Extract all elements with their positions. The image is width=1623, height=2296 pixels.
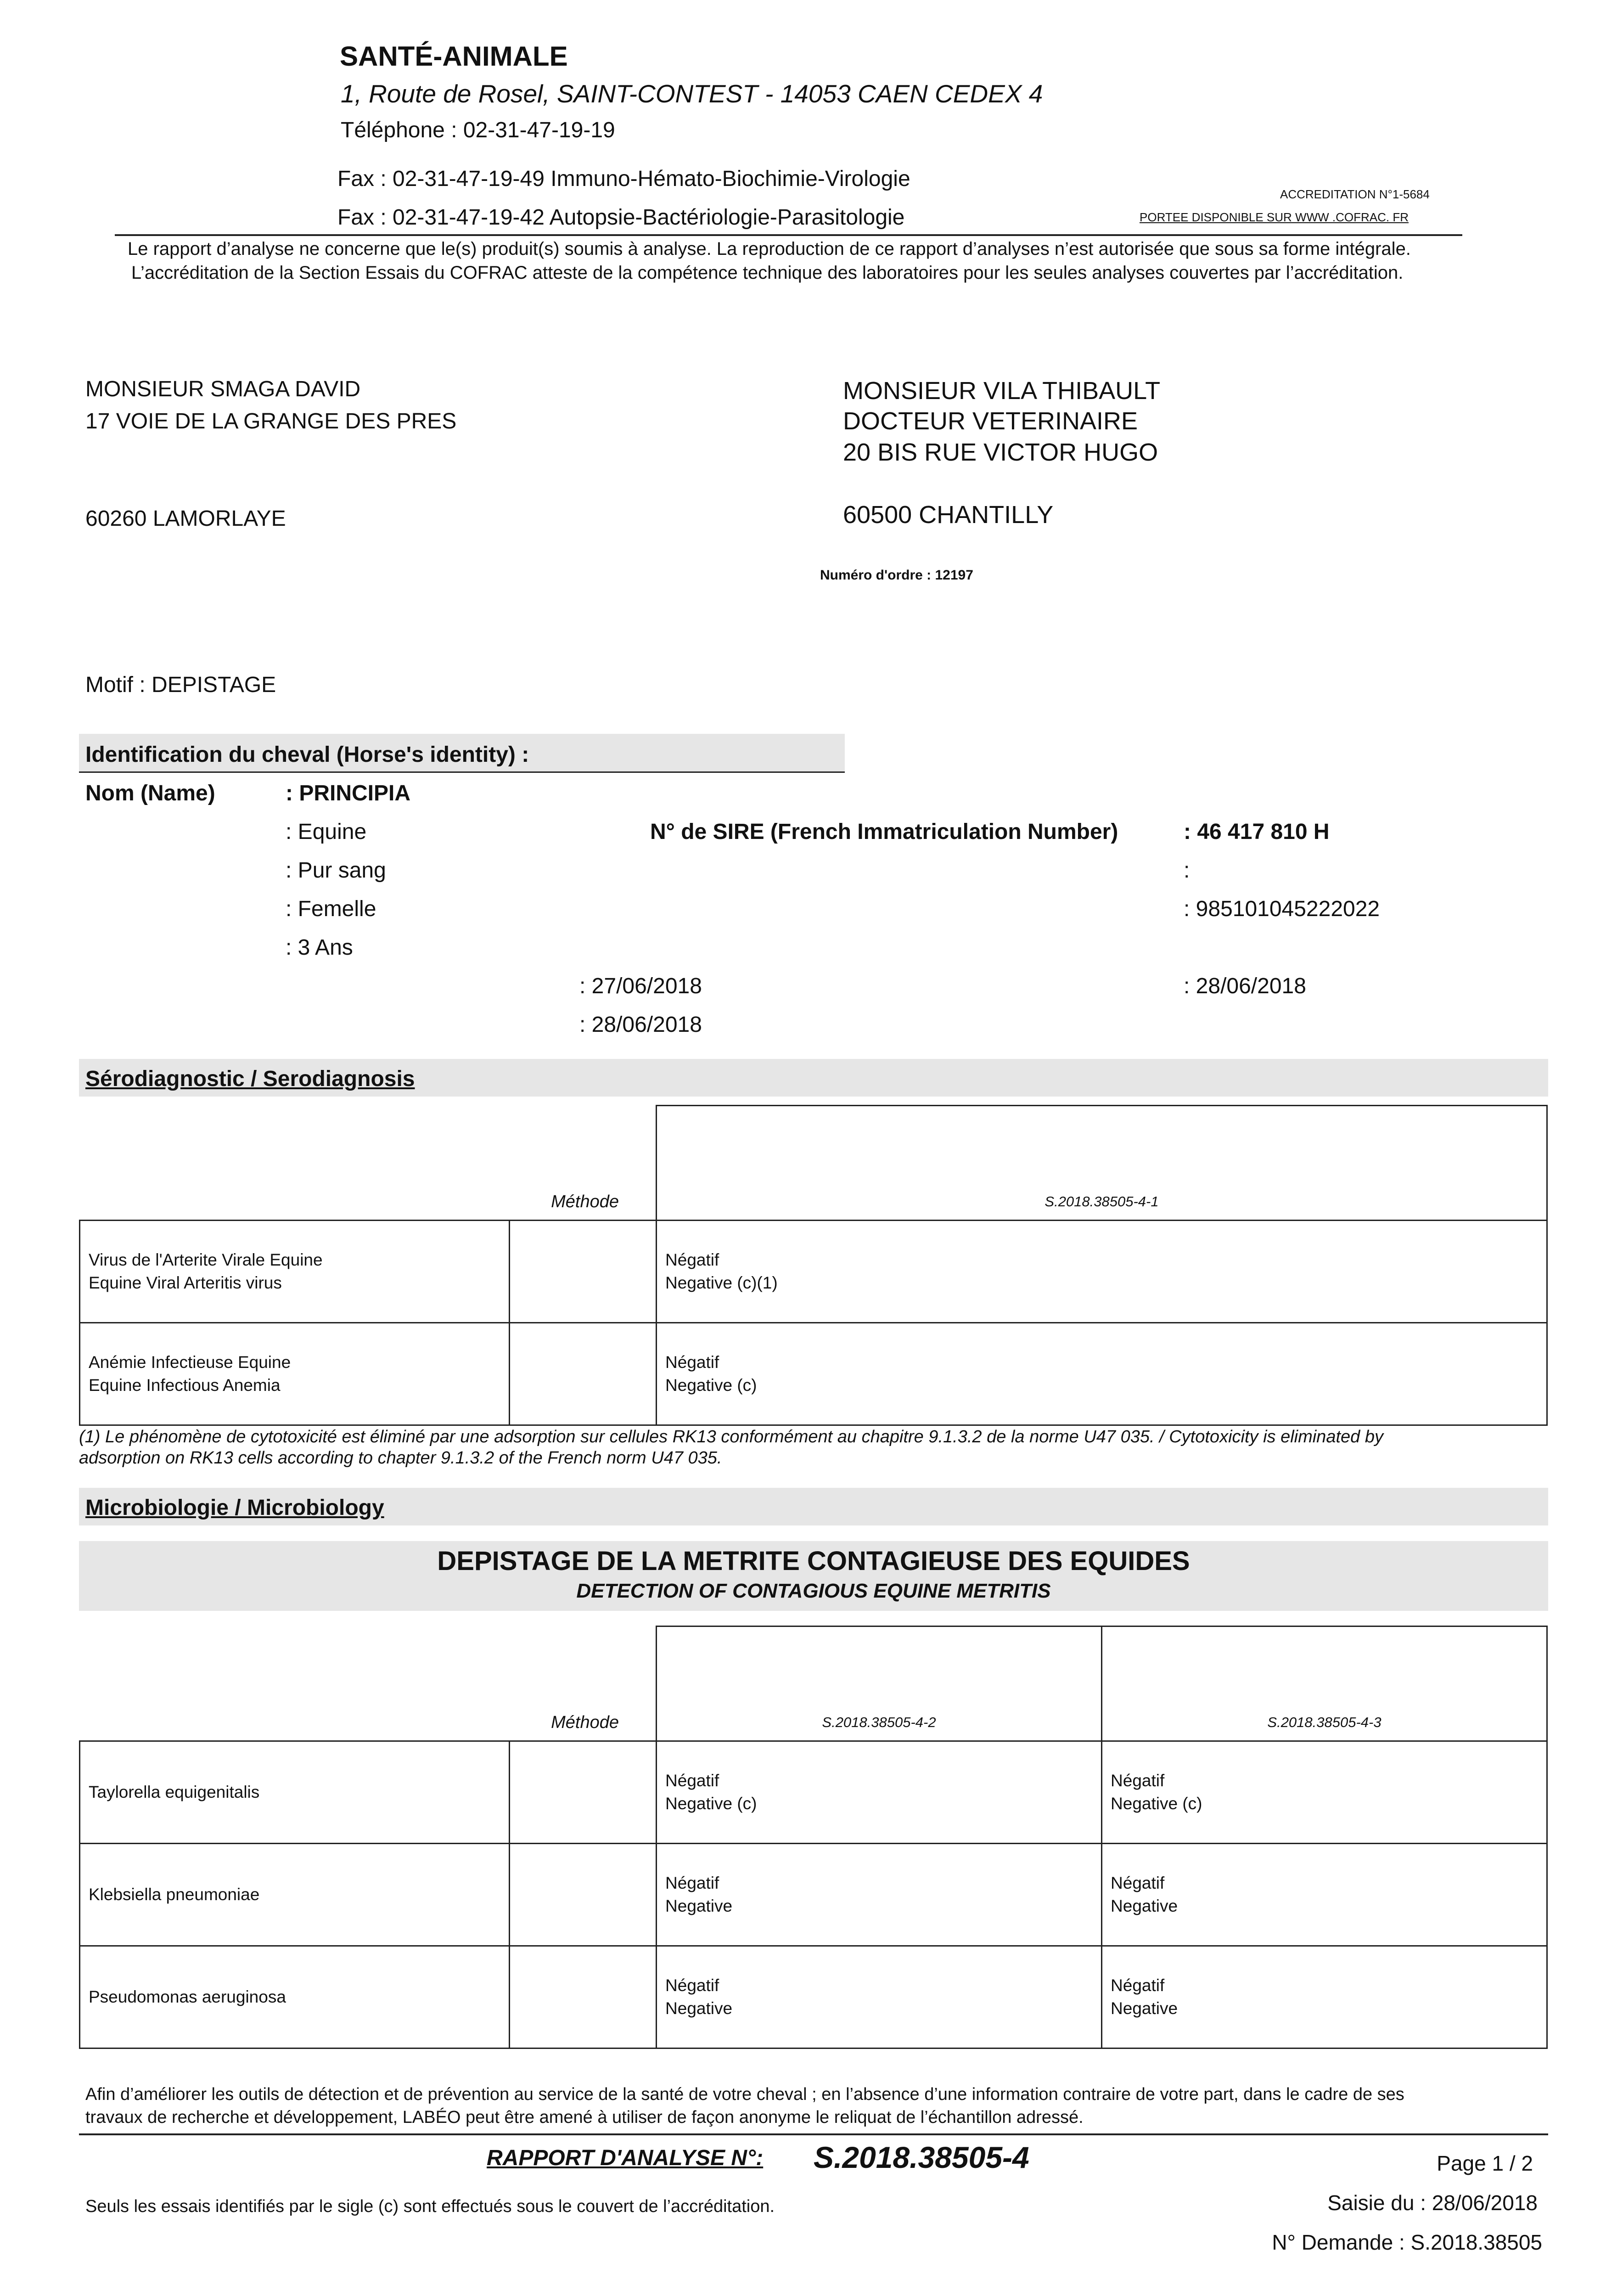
vet-title: DOCTEUR VETERINAIRE [843,407,1138,435]
vet-street: 20 BIS RUE VICTOR HUGO [843,439,1158,466]
lab-name: SANTÉ-ANIMALE [340,41,568,72]
order-number: Numéro d'ordre : 12197 [820,568,973,583]
horse-sex: : Femelle [286,897,376,921]
date-1: : 27/06/2018 [579,974,702,998]
organism-name: Taylorella equigenitalis [80,1741,510,1844]
cem-title-en: DETECTION OF CONTAGIOUS EQUINE METRITIS [576,1580,1051,1602]
serology-table [79,1105,1548,1426]
horse-breed: : Pur sang [286,858,386,883]
lab-address: 1, Route de Rosel, SAINT-CONTEST - 14053 CAEN CEDEX 4 [341,79,1043,108]
result-cell-a: Négatif Negative [657,1844,1102,1946]
table-row [80,1946,1547,2048]
method-cell [510,1221,657,1323]
disclaimer-line-2: L’accréditation de la Section Essais du COFRAC atteste de la compétence technique des laboratoires pour les seules analyses couvertes par l’accréditation. [131,263,1404,283]
horse-age: : 3 Ans [286,935,353,960]
horse-section-title: Identification du cheval (Horse's identity) : [85,743,529,767]
horse-name-value: : PRINCIPIA [286,781,411,805]
microbiology-sample-a: S.2018.38505-4-2 [657,1626,1102,1741]
table-row [80,1323,1547,1425]
accreditation-number: ACCREDITATION N°1-5684 [1280,187,1430,201]
vet-name: MONSIEUR VILA THIBAULT [843,377,1161,405]
organism-name: Pseudomonas aeruginosa [80,1946,510,2048]
blank-value: : [1184,858,1190,883]
page-number: Page 1 / 2 [1437,2151,1533,2175]
result-cell-b: Négatif Negative [1102,1946,1547,2048]
cem-title-fr: DEPISTAGE DE LA METRITE CONTAGIEUSE DES EQUIDES [437,1546,1190,1576]
result-cell-b: Négatif Negative [1102,1844,1547,1946]
research-notice-1: Afin d’améliorer les outils de détection et de prévention au service de la santé de votre cheval ; en l’absence d’une information contraire de votre part, dans le cadre de ses [85,2085,1404,2104]
owner-city: 60260 LAMORLAYE [85,506,286,531]
owner-street: 17 VOIE DE LA GRANGE DES PRES [85,409,457,433]
lab-phone: Téléphone : 02-31-47-19-19 [341,118,615,142]
date-3: : 28/06/2018 [579,1013,702,1037]
table-row [80,1221,1547,1323]
microbiology-sample-b: S.2018.38505-4-3 [1102,1626,1547,1741]
microbiology-table [79,1626,1548,2049]
lab-fax-2: Fax : 02-31-47-19-42 Autopsie-Bactériologie-Parasitologie [337,205,905,230]
result-cell-a: Négatif Negative (c) [657,1741,1102,1844]
serology-header-row [80,1106,1547,1221]
report-label: RAPPORT D'ANALYSE N°: [487,2146,764,2170]
method-cell [510,1946,657,2048]
result-cell: Négatif Negative (c)(1) [657,1221,1547,1323]
entry-date: Saisie du : 28/06/2018 [1327,2191,1538,2215]
organism-name: Klebsiella pneumoniae [80,1844,510,1946]
vet-city: 60500 CHANTILLY [843,501,1054,529]
microbiology-section-title: Microbiologie / Microbiology [85,1496,384,1520]
serology-sample-id: S.2018.38505-4-1 [657,1106,1547,1221]
serology-footnote-1: (1) Le phénomène de cytotoxicité est éliminé par une adsorption sur cellules RK13 conformément au chapitre 9.1.3.2 de la norme U47 035. / Cytotoxicity is eliminated by [79,1427,1383,1446]
method-cell [510,1741,657,1844]
serology-section-title: Sérodiagnostic / Serodiagnosis [85,1067,415,1091]
method-cell [510,1323,657,1425]
result-cell-b: Négatif Negative (c) [1102,1741,1547,1844]
research-notice-2: travaux de recherche et développement, LABÉO peut être amené à utiliser de façon anonyme le reliquat de l’échantillon adressé. [85,2108,1084,2127]
header-rule [115,234,1462,236]
report-number: S.2018.38505-4 [814,2140,1029,2174]
method-cell [510,1844,657,1946]
horse-section-rule [79,771,845,773]
footer-rule [79,2133,1548,2135]
result-cell: Négatif Negative (c) [657,1323,1547,1425]
accreditation-note: Seuls les essais identifiés par le sigle (c) sont effectués sous le couvert de l’accréditation. [85,2197,775,2216]
sire-value: : 46 417 810 H [1184,820,1330,844]
analysis-name: Anémie Infectieuse Equine Equine Infectious Anemia [80,1323,510,1425]
horse-name-label: Nom (Name) [85,781,215,805]
chip-value: : 985101045222022 [1184,897,1380,921]
microbiology-header-row [80,1626,1547,1741]
serology-footnote-2: adsorption on RK13 cells according to chapter 9.1.3.2 of the French norm U47 035. [79,1448,722,1468]
owner-name: MONSIEUR SMAGA DAVID [85,377,361,401]
request-number: N° Demande : S.2018.38505 [1272,2230,1542,2254]
serology-method-label: Méthode [80,1106,657,1221]
analysis-name: Virus de l'Arterite Virale Equine Equine Viral Arteritis virus [80,1221,510,1323]
table-row [80,1844,1547,1946]
table-row [80,1741,1547,1844]
horse-species: : Equine [286,820,367,844]
microbiology-method-label: Méthode [80,1626,657,1741]
motif: Motif : DEPISTAGE [85,673,276,697]
date-2: : 28/06/2018 [1184,974,1306,998]
sire-label: N° de SIRE (French Immatriculation Number) [650,820,1118,844]
disclaimer-line-1: Le rapport d’analyse ne concerne que le(s) produit(s) soumis à analyse. La reproduction de ce rapport d’analyses n’est autorisée que sous sa forme intégrale. [128,239,1411,259]
result-cell-a: Négatif Negative [657,1946,1102,2048]
lab-fax-1: Fax : 02-31-47-19-49 Immuno-Hémato-Biochimie-Virologie [337,167,910,191]
accreditation-scope: PORTEE DISPONIBLE SUR WWW .COFRAC. FR [1140,210,1409,224]
